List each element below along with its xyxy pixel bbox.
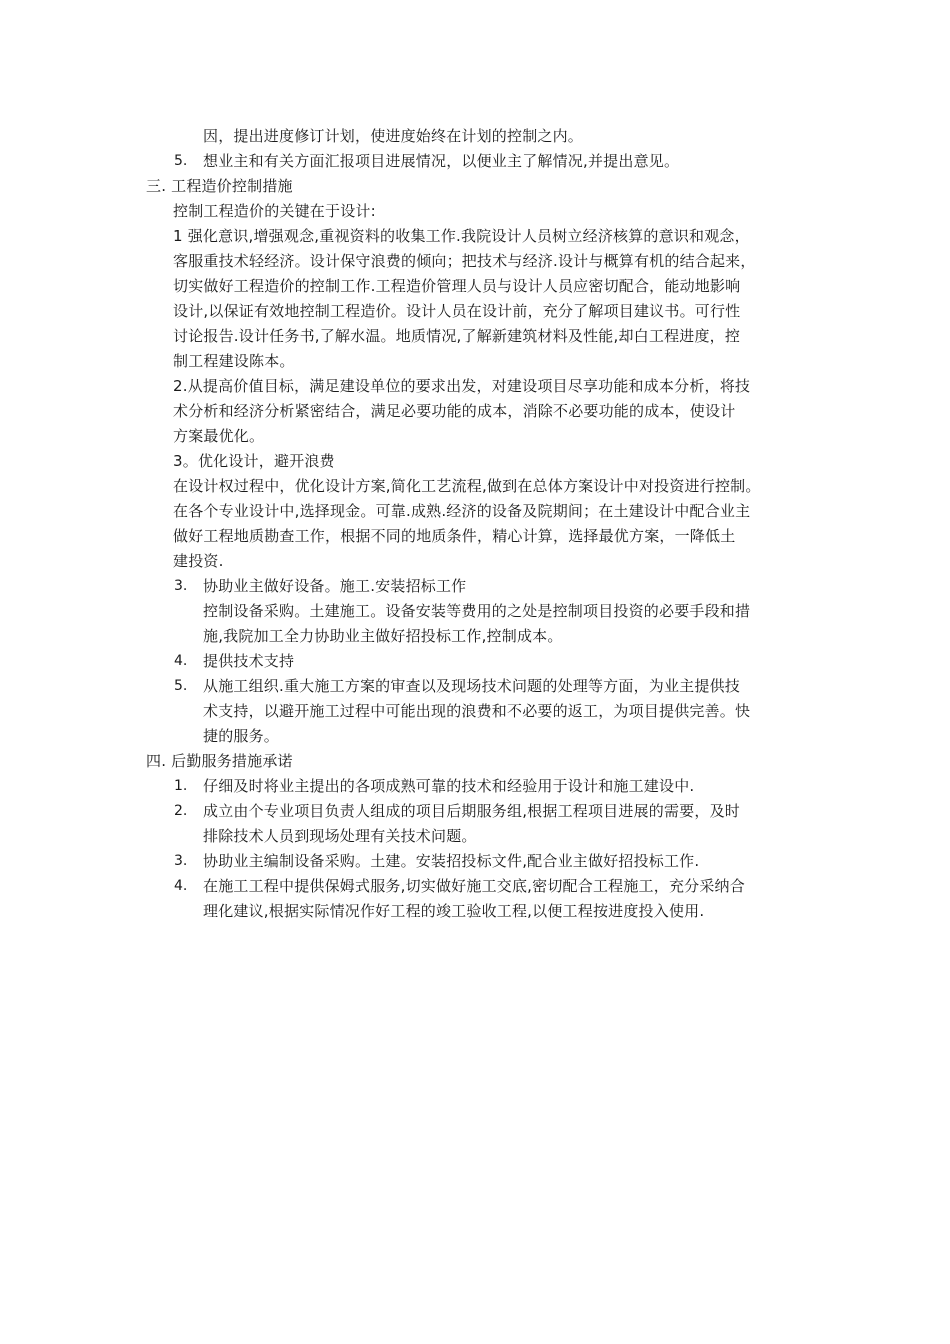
list-number: 3.: [174, 578, 188, 594]
section-heading: 四. 后勤服务措施承诺: [146, 752, 293, 770]
paragraph-line: 在各个专业设计中,选择现金。可靠.成熟.经济的设备及院期间；在土建设计中配合业主: [173, 502, 751, 520]
list-item-text: 协助业主编制设备采购。土建。安装招投标文件,配合业主做好招投标工作.: [203, 852, 700, 870]
paragraph-intro: 控制工程造价的关键在于设计:: [173, 202, 376, 220]
list-item-text: 协助业主做好设备。施工.安装招标工作: [203, 577, 467, 595]
list-item-text: 术支持，以避开施工过程中可能出现的浪费和不必要的返工，为项目提供完善。快: [203, 702, 751, 720]
paragraph-line: 建投资.: [173, 552, 224, 570]
paragraph-line: 1 强化意识,增强观念,重视资料的收集工作.我院设计人员树立经济核算的意识和观念，: [173, 227, 750, 245]
list-item-text: 理化建议,根据实际情况作好工程的竣工验收工程,以便工程按进度投入使用.: [203, 902, 705, 920]
list-item-text: 捷的服务。: [203, 727, 280, 745]
list-item-text: 仔细及时将业主提出的各项成熟可靠的技术和经验用于设计和施工建设中.: [203, 777, 695, 795]
paragraph-title: 3。优化设计，避开浪费: [173, 452, 335, 470]
list-item-text: 想业主和有关方面汇报项目进展情况，以便业主了解情况,并提出意见。: [203, 152, 680, 170]
paragraph-line: 客服重技术轻经济。设计保守浪费的倾向；把技术与经济.设计与概算有机的结合起来，: [173, 252, 756, 270]
paragraph-line: 设计,以保证有效地控制工程造价。设计人员在设计前，充分了解项目建议书。可行性: [173, 302, 741, 320]
list-number: 4.: [174, 653, 188, 669]
list-item-text: 从施工组织.重大施工方案的审查以及现场技术问题的处理等方面，为业主提供技: [203, 677, 740, 695]
section-heading: 三. 工程造价控制措施: [146, 177, 293, 195]
paragraph-line: 切实做好工程造价的控制工作.工程造价管理人员与设计人员应密切配合，能动地影响: [173, 277, 741, 295]
paragraph-line: 术分析和经济分析紧密结合，满足必要功能的成本，消除不必要功能的成本，使设计: [173, 402, 736, 420]
list-item-text: 排除技术人员到现场处理有关技术问题。: [203, 827, 477, 845]
list-item-text: 成立由个专业项目负责人组成的项目后期服务组,根据工程项目进展的需要，及时: [203, 802, 740, 820]
list-number: 3.: [174, 853, 188, 869]
list-number: 2.: [174, 803, 188, 819]
paragraph-line: 做好工程地质勘查工作，根据不同的地质条件，精心计算，选择最优方案，一降低土: [173, 527, 736, 545]
list-item-text: 控制设备采购。土建施工。设备安装等费用的之处是控制项目投资的必要手段和措: [203, 602, 751, 620]
list-number: 5.: [174, 678, 188, 694]
list-item-text: 在施工工程中提供保姆式服务,切实做好施工交底,密切配合工程施工，充分采纳合: [203, 877, 745, 895]
list-number: 1.: [174, 778, 188, 794]
list-number: 4.: [174, 878, 188, 894]
list-item-text: 提供技术支持: [203, 652, 295, 670]
paragraph-line: 制工程建设陈本。: [173, 352, 295, 370]
list-item-text: 施,我院加工全力协助业主做好招投标工作,控制成本。: [203, 627, 563, 645]
paragraph-line: 在设计权过程中，优化设计方案,简化工艺流程,做到在总体方案设计中对投资进行控制。: [173, 477, 761, 495]
paragraph-line: 讨论报告.设计任务书,了解水温。地质情况,了解新建筑材料及性能,却白工程进度，控: [173, 327, 741, 345]
paragraph-line: 2.从提高价值目标，满足建设单位的要求出发，对建设项目尽享功能和成本分析，将技: [173, 377, 751, 395]
paragraph-line: 方案最优化。: [173, 427, 265, 445]
list-number: 5.: [174, 153, 188, 169]
continuation-text: 因，提出进度修订计划，使进度始终在计划的控制之内。: [203, 127, 584, 145]
